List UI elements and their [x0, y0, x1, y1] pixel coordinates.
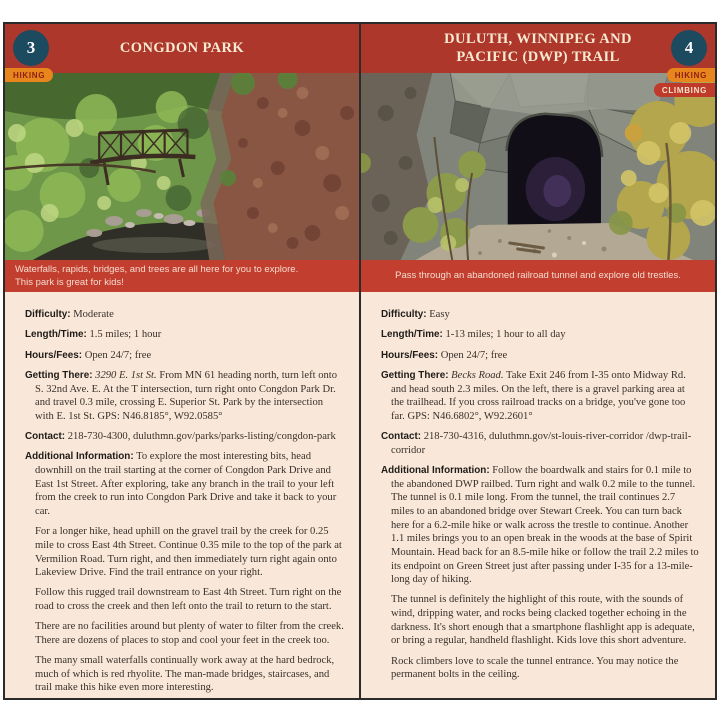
getting-there-row: Getting There: 3290 E. 1st St. From MN 61 heading north, turn left onto S. 32nd Ave. E. At the T intersection, turn right onto Congdon Park Dr. and travel 0.3 mile, crossing E. Superior St. Park by the intersection with E. 1st St. GPS: N46.8185°, W92.0585° [25, 369, 338, 422]
dwp-tunnel-photo [361, 73, 715, 260]
page-title: CONGDON PARK [119, 39, 245, 56]
page-title: DULUTH, WINNIPEG AND PACIFIC (DWP) TRAIL [444, 31, 632, 65]
page-number-badge [671, 30, 707, 66]
trailhead-address: Becks Road. [451, 369, 504, 381]
length-time-row: Length/Time: 1.5 miles; 1 hour [25, 329, 162, 341]
getting-there-row: Getting There: Becks Road. Take Exit 246 from I-35 onto Midway Rd. and head south 2.3 miles. On the left, there is a gravel parking area at the trailhead. If you cross railroad tracks on a bridge, you've gone too far. GPS: N46.6802°, W92.2601° [381, 369, 686, 422]
additional-info-row: Additional Information: To explore the most interesting bits, head downhill on the trail starting at the corner of Congdon Park Drive and East 1st Street. After exploring, take any branch in the trail to your left from the creek to run into Congdon Park Drive and take it back to your car. [25, 451, 337, 518]
trail-details [5, 292, 359, 698]
hiking-tag: HIKING [667, 68, 715, 82]
photo-caption [5, 260, 359, 292]
page-dwp-trail [361, 24, 715, 698]
page-number: 4 [684, 38, 694, 57]
trailhead-address: 3290 E. 1st St. [95, 369, 157, 381]
railroad-tunnel-illustration [361, 73, 715, 260]
additional-paragraph: Rock climbers love to scale the tunnel entrance. You may notice the permanent bolts in the ceiling. [391, 655, 679, 681]
congdon-park-photo [5, 73, 359, 260]
activity-tags [654, 68, 715, 97]
hours-fees-row: Hours/Fees: Open 24/7; free [25, 349, 152, 361]
difficulty-row: Difficulty: Moderate [25, 309, 114, 320]
additional-info-row: Additional Information: Follow the boardwalk and stairs for 0.1 mile to the abandoned DWP railbed. Turn right and walk 0.2 mile to the tunnel. The tunnel is 0.1 mile long. From the tunnel, the trail continues 2.7 miles to an abandoned bridge over Stewart Creek. You can turn back here for a 6.2-mile hike or walk across the trestle to continue. Another 1.1 miles brings you to an open break in the woods at the base of Spirit Mountain. Head back for an 8.5-mile hike or follow the trail 2.2 miles to its endpoint on Green Street just after passing under I-35 for a 13-mile-long day of hiking. [381, 464, 699, 586]
page-congdon-park [5, 24, 359, 698]
activity-tags [5, 68, 53, 82]
left-page-header [5, 24, 359, 73]
page-number-badge [13, 30, 49, 66]
trail-details [361, 292, 715, 698]
additional-paragraph: For a longer hike, head uphill on the gravel trail by the creek for 0.25 mile to cross East 4th Street. Continue 0.35 mile to the top of the park at Vermilion Road. Turn right, and then immediately turn right again onto Lakeview Drive. Find the trail entrance on your right. [35, 526, 342, 579]
guidebook-pages [3, 22, 717, 700]
right-page-header [361, 24, 715, 73]
additional-paragraph: The many small waterfalls continually work away at the hard bedrock, much of which is red rhyolite. The man-made bridges, staircases, and trail make this hike even more interesting. [35, 654, 335, 694]
photo-caption [361, 260, 715, 292]
page-number: 3 [26, 38, 36, 57]
difficulty-row: Difficulty: Easy [381, 309, 450, 320]
additional-paragraph: There are no facilities around but plenty of water to filter from the creek. There are dozens of places to stop and cool your feet in the creek too. [35, 621, 344, 646]
creek-bridge-cliff-illustration [5, 73, 359, 260]
hours-fees-row: Hours/Fees: Open 24/7; free [381, 349, 508, 361]
climbing-tag: CLIMBING [654, 83, 715, 97]
hiking-tag: HIKING [5, 68, 53, 82]
caption-line: Pass through an abandoned railroad tunnel and explore old trestles. [395, 270, 681, 282]
additional-paragraph: The tunnel is definitely the highlight of this route, with the sounds of wind, dripping water, and rocks being clacked together echoing in the darkness. It's short enough that a smartphone flashlight app is adequate, or bring a regular, handheld flashlight. Kids love this short adventure. [391, 594, 695, 647]
contact-row: Contact: 218-730-4300, duluthmn.gov/parks/parks-listing/congdon-park [25, 431, 336, 443]
caption-line: Waterfalls, rapids, bridges, and trees are all here for you to explore. [15, 263, 299, 275]
additional-paragraph: Follow this rugged trail downstream to East 4th Street. Turn right on the road to cross the creek and then left onto the trail to return to the start. [35, 587, 342, 612]
length-time-row: Length/Time: 1-13 miles; 1 hour to all day [381, 329, 566, 341]
contact-row: Contact: 218-730-4316, duluthmn.gov/st-louis-river-corridor /dwp-trail-corridor [381, 431, 692, 456]
caption-line: This park is great for kids! [15, 277, 124, 288]
